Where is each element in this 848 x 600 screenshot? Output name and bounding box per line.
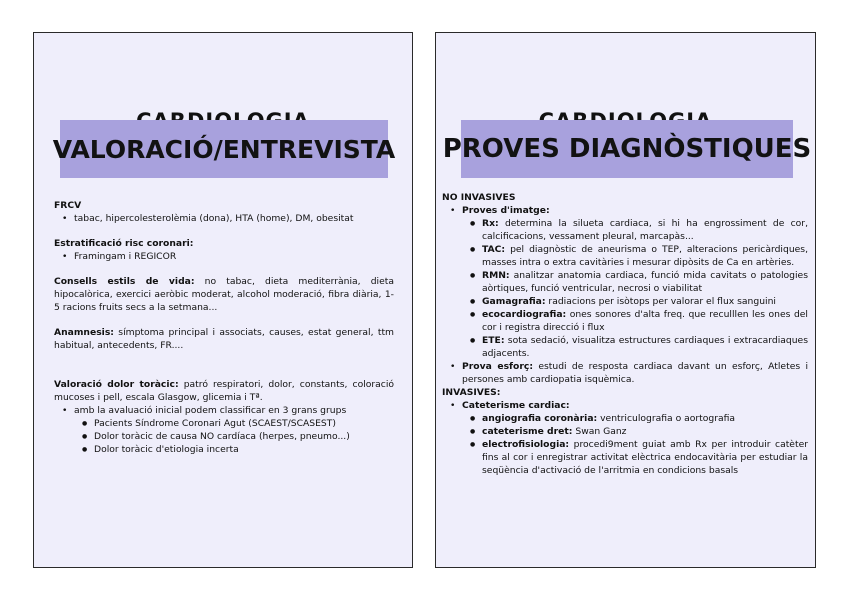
valoracio-content: [54, 199, 394, 456]
anamnesis-text: símptoma principal i associats, causes, estat general, ttm habitual, antecedents, FR....: [54, 327, 394, 351]
imaging-tac: [462, 243, 808, 269]
item-text: ventriculografia o aortografia: [597, 413, 736, 424]
risk-heading: Estratificació risc coronari:: [54, 238, 194, 249]
item-label: electrofisiologia:: [482, 439, 570, 450]
lifestyle-paragraph: [54, 275, 394, 314]
imaging-label: Proves d'imatge:: [462, 205, 550, 216]
group-item: ● Pacients Síndrome Coronari Agut (SCAEST/SCASEST): [54, 417, 394, 430]
item-label: Rx:: [482, 218, 499, 229]
catheter-list: [462, 412, 808, 477]
chest-pain-text: patró respiratori, dolor, constants, coloració mucoses i pell, escala Glasgow, glicemia i Tª.: [54, 379, 394, 403]
catheter-electrofisiologia: [462, 438, 808, 477]
stress-label: Prova esforç:: [462, 361, 534, 372]
imaging-gamagrafia: [462, 295, 808, 308]
lifestyle-label: Consells estils de vida:: [54, 276, 195, 287]
imaging-list: [462, 217, 808, 360]
frcv-item: • tabac, hipercolesterolèmia (dona), HTA (home), DM, obesitat: [54, 212, 394, 225]
chest-pain-item: • amb la avaluació inicial podem classificar en 3 grans grups: [54, 404, 394, 417]
group-item: ● Dolor toràcic de causa NO cardíaca (herpes, pneumo...): [54, 430, 394, 443]
frcv-heading: FRCV: [54, 200, 82, 211]
invasive-list: [442, 399, 808, 477]
frcv-list: [54, 212, 394, 225]
item-text: pel diagnòstic de aneurisma o TEP, alteracions pericàrdiques, masses intra o extra cavitàries i mesurar dipòsits de Ca en artèries.: [482, 244, 808, 268]
catheter-angiografia: [462, 412, 808, 425]
item-text: determina la silueta cardiaca, si hi ha engrossiment de cor, calcificacions, vessament pleural, marcapàs...: [482, 218, 808, 242]
banner-valoracio: VALORACIÓ/ENTREVISTA: [60, 120, 388, 178]
card-valoracio: [33, 32, 413, 568]
risk-item: • Framingam i REGICOR: [54, 250, 394, 263]
chest-pain-label: Valoració dolor toràcic:: [54, 379, 179, 390]
item-label: TAC:: [482, 244, 506, 255]
noninvasive-list: [442, 204, 808, 386]
risk-list: [54, 250, 394, 263]
catheter-dret: [462, 425, 808, 438]
item-text: sota sedació, visualitza estructures cardiaques i extracardiaques adjacents.: [482, 335, 808, 359]
chest-pain-groups: [54, 417, 394, 456]
stress-text: estudi de resposta cardiaca davant un esforç, Atletes i persones amb cardiopatia isquèmica.: [462, 361, 808, 385]
item-label: ETE:: [482, 335, 505, 346]
item-label: RMN:: [482, 270, 510, 281]
imaging-item: [442, 204, 808, 360]
item-label: Gamagrafia:: [482, 296, 546, 307]
proves-content: [442, 191, 808, 477]
imaging-ete: [462, 334, 808, 360]
item-text: radiacions per isòtops per valorar el flux sanguini: [545, 296, 776, 307]
item-label: angiografia coronària:: [482, 413, 598, 424]
catheter-item: [442, 399, 808, 477]
item-text: ones sonores d'alta freq. que reculllen les ones del cor i registra direcció i flux: [482, 309, 808, 333]
item-label: cateterisme dret:: [482, 426, 573, 437]
group-item: ● Dolor toràcic d'etiologia incerta: [54, 443, 394, 456]
noninvasive-heading: NO INVASIVES: [442, 192, 516, 203]
imaging-rx: [462, 217, 808, 243]
item-text: analitzar anatomia cardiaca, funció mida cavitats o patologies aòrtiques, funció ventricular, necrosi o viabilitat: [482, 270, 808, 294]
chest-pain-paragraph: [54, 378, 394, 404]
imaging-ecocardiografia: [462, 308, 808, 334]
card-proves: [435, 32, 816, 568]
anamnesis-label: Anamnesis:: [54, 327, 114, 338]
item-text: Swan Ganz: [572, 426, 627, 437]
banner-proves: PROVES DIAGNÒSTIQUES: [461, 120, 793, 178]
stress-test-item: [442, 360, 808, 386]
item-text: procedi9ment guiat amb Rx per introduir catèter fins al cor i enregistrar activitat elèctrica endocavitària per estudiar la seqüència d'activació de l'arritmia en condicions basals: [482, 439, 808, 476]
catheter-label: Cateterisme cardiac:: [462, 400, 570, 411]
lifestyle-text: no tabac, dieta mediterrània, dieta hipocalòrica, exercici aeròbic moderat, alcohol moderació, fibra diària, 1-5 racions fruits secs a la setmana...: [54, 276, 394, 313]
item-label: ecocardiografia:: [482, 309, 567, 320]
anamnesis-paragraph: [54, 326, 394, 352]
chest-pain-list: [54, 404, 394, 417]
imaging-rmn: [462, 269, 808, 295]
invasive-heading: INVASIVES:: [442, 387, 501, 398]
